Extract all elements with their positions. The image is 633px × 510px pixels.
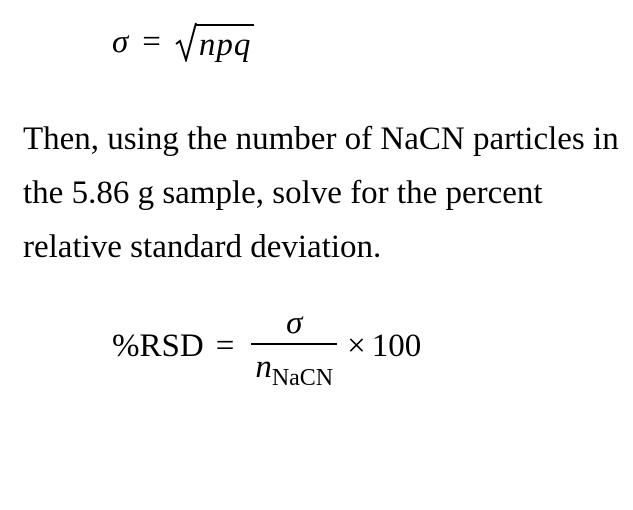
radical-sign-icon — [175, 22, 197, 62]
fraction — [251, 304, 337, 391]
fraction-bar — [251, 343, 337, 345]
fraction-numerator: σ — [286, 304, 303, 341]
equals-sign: = — [142, 23, 161, 60]
denominator-variable: n — [255, 348, 272, 385]
factor-value: 100 — [371, 327, 422, 364]
rsd-label: %RSD — [112, 327, 204, 364]
denominator-subscript: NaCN — [271, 364, 334, 391]
rsd-equation — [112, 300, 421, 392]
fraction-denominator — [251, 348, 337, 391]
sigma-symbol: σ — [112, 23, 129, 60]
instruction-paragraph: Then, using the number of NaCN particles in the 5.86 g sample, solve for the percent relative standard deviation. — [23, 121, 619, 265]
times-sign: × — [347, 327, 366, 364]
sigma-equation — [112, 18, 254, 66]
radicand: npq — [196, 24, 255, 62]
square-root — [175, 22, 255, 62]
equals-sign: = — [215, 327, 235, 364]
